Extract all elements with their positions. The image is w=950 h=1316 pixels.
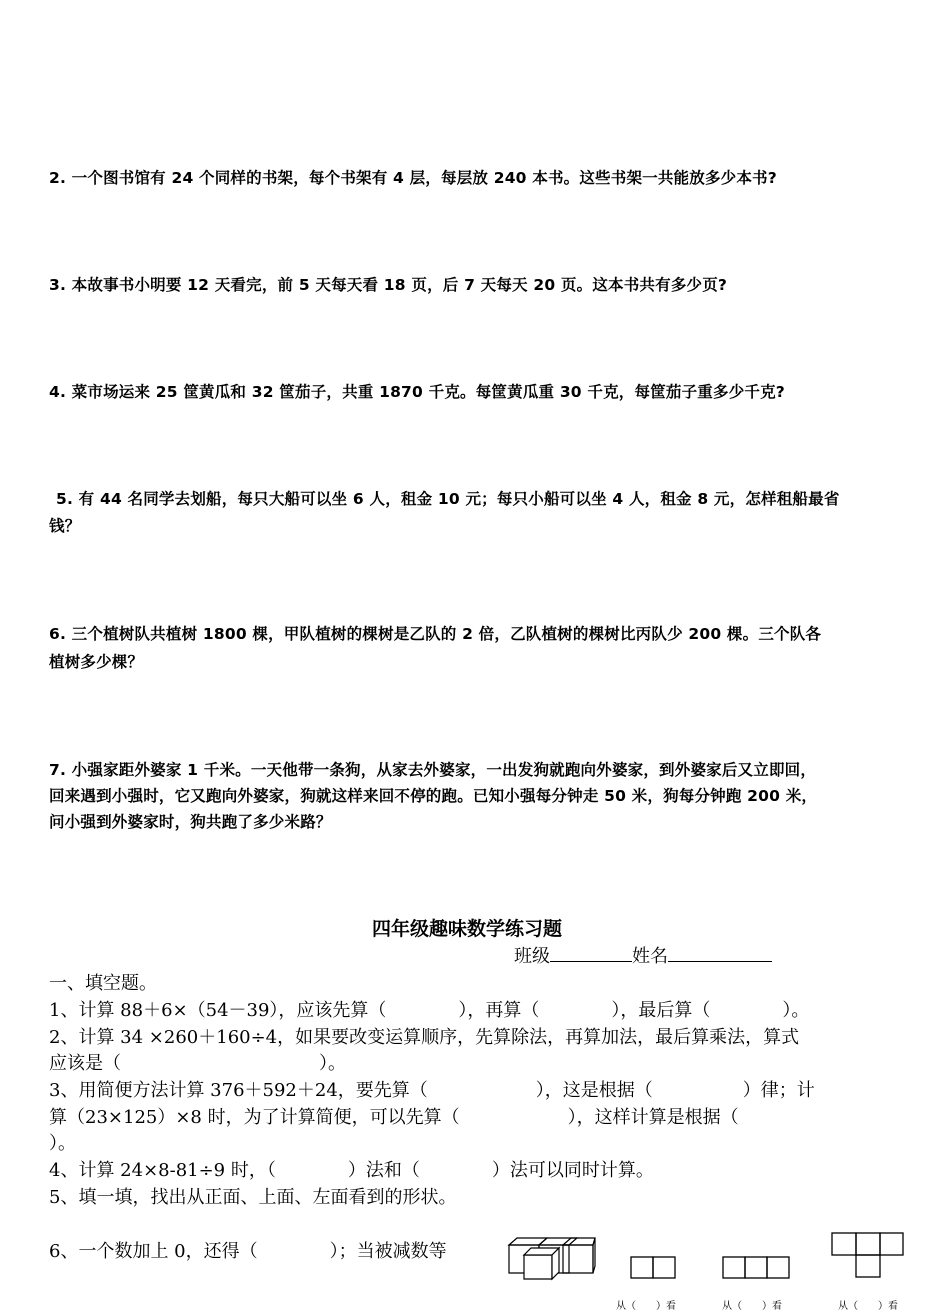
question-4: 4、计算 24×8-81÷9 时，（ ）法和（ ）法可以同时计算。 <box>49 1160 654 1181</box>
problem-3: 3. 本故事书小明要 12 天看完，前 5 天每天看 18 页，后 7 天每天 20 页。这本书共有多少页? <box>49 276 728 294</box>
question-2-line-2: 应该是（ ）。 <box>49 1053 346 1074</box>
worksheet-title: 四年级趣味数学练习题 <box>372 918 563 940</box>
question-3-line-3: ）。 <box>49 1133 76 1154</box>
view-shape-2 <box>722 1256 792 1280</box>
question-1: 1、计算 88＋6×（54－39），应该先算（ ），再算（ ），最后算（ ）。 <box>49 1000 810 1021</box>
class-blank[interactable] <box>550 945 632 962</box>
question-5: 5、填一填，找出从正面、上面、左面看到的形状。 <box>49 1187 457 1208</box>
view-label-2: 从（ ）看 <box>722 1301 782 1312</box>
section-1-heading: 一、填空题。 <box>49 973 157 994</box>
name-label: 姓名 <box>632 946 668 967</box>
cube-stack-figure <box>504 1233 598 1281</box>
problem-7-line-3: 问小强到外婆家时，狗共跑了多少米路？ <box>49 813 332 831</box>
problem-7-line-1: 7. 小强家距外婆家 1 千米。一天他带一条狗，从家去外婆家，一出发狗就跑向外婆家，到外婆家后又立即回， <box>49 761 817 779</box>
problem-2: 2. 一个图书馆有 24 个同样的书架，每个书架有 4 层，每层放 240 本书。这些书架一共能放多少本书? <box>49 169 777 187</box>
class-label: 班级 <box>514 946 550 967</box>
view-label-3: 从（ ）看 <box>838 1301 898 1312</box>
view-shape-1 <box>630 1256 678 1280</box>
question-6: 6、一个数加上 0，还得（ ）；当被减数等 <box>49 1241 447 1262</box>
question-3-line-1: 3、用简便方法计算 376＋592＋24，要先算（ ），这是根据（ ）律；计 <box>49 1080 815 1101</box>
view-shape-3 <box>830 1232 905 1280</box>
question-2-line-1: 2、计算 34 ×260＋160÷4，如果要改变运算顺序，先算除法，再算加法，最后算乘法，算式 <box>49 1027 800 1048</box>
problem-6-line-2: 植树多少棵？ <box>49 653 144 671</box>
question-3-line-2: 算（23×125）×8 时，为了计算简便，可以先算（ ），这样计算是根据（ <box>49 1107 739 1128</box>
class-name-line <box>514 942 772 968</box>
problem-5-line-2: 钱？ <box>49 517 81 535</box>
view-label-1: 从（ ）看 <box>616 1301 676 1312</box>
problem-5-line-1: 5. 有 44 名同学去划船，每只大船可以坐 6 人，租金 10 元；每只小船可以坐 4 人，租金 8 元，怎样租船最省 <box>56 490 840 508</box>
problem-6-line-1: 6. 三个植树队共植树 1800 棵，甲队植树的棵树是乙队的 2 倍，乙队植树的棵树比丙队少 200 棵。三个队各 <box>49 625 822 643</box>
name-blank[interactable] <box>668 945 772 962</box>
problem-4: 4. 菜市场运来 25 筐黄瓜和 32 筐茄子，共重 1870 千克。每筐黄瓜重 30 千克，每筐茄子重多少千克? <box>49 383 785 401</box>
problem-7-line-2: 回来遇到小强时，它又跑向外婆家，狗就这样来回不停的跑。已知小强每分钟走 50 米，狗每分钟跑 200 米， <box>49 787 818 805</box>
